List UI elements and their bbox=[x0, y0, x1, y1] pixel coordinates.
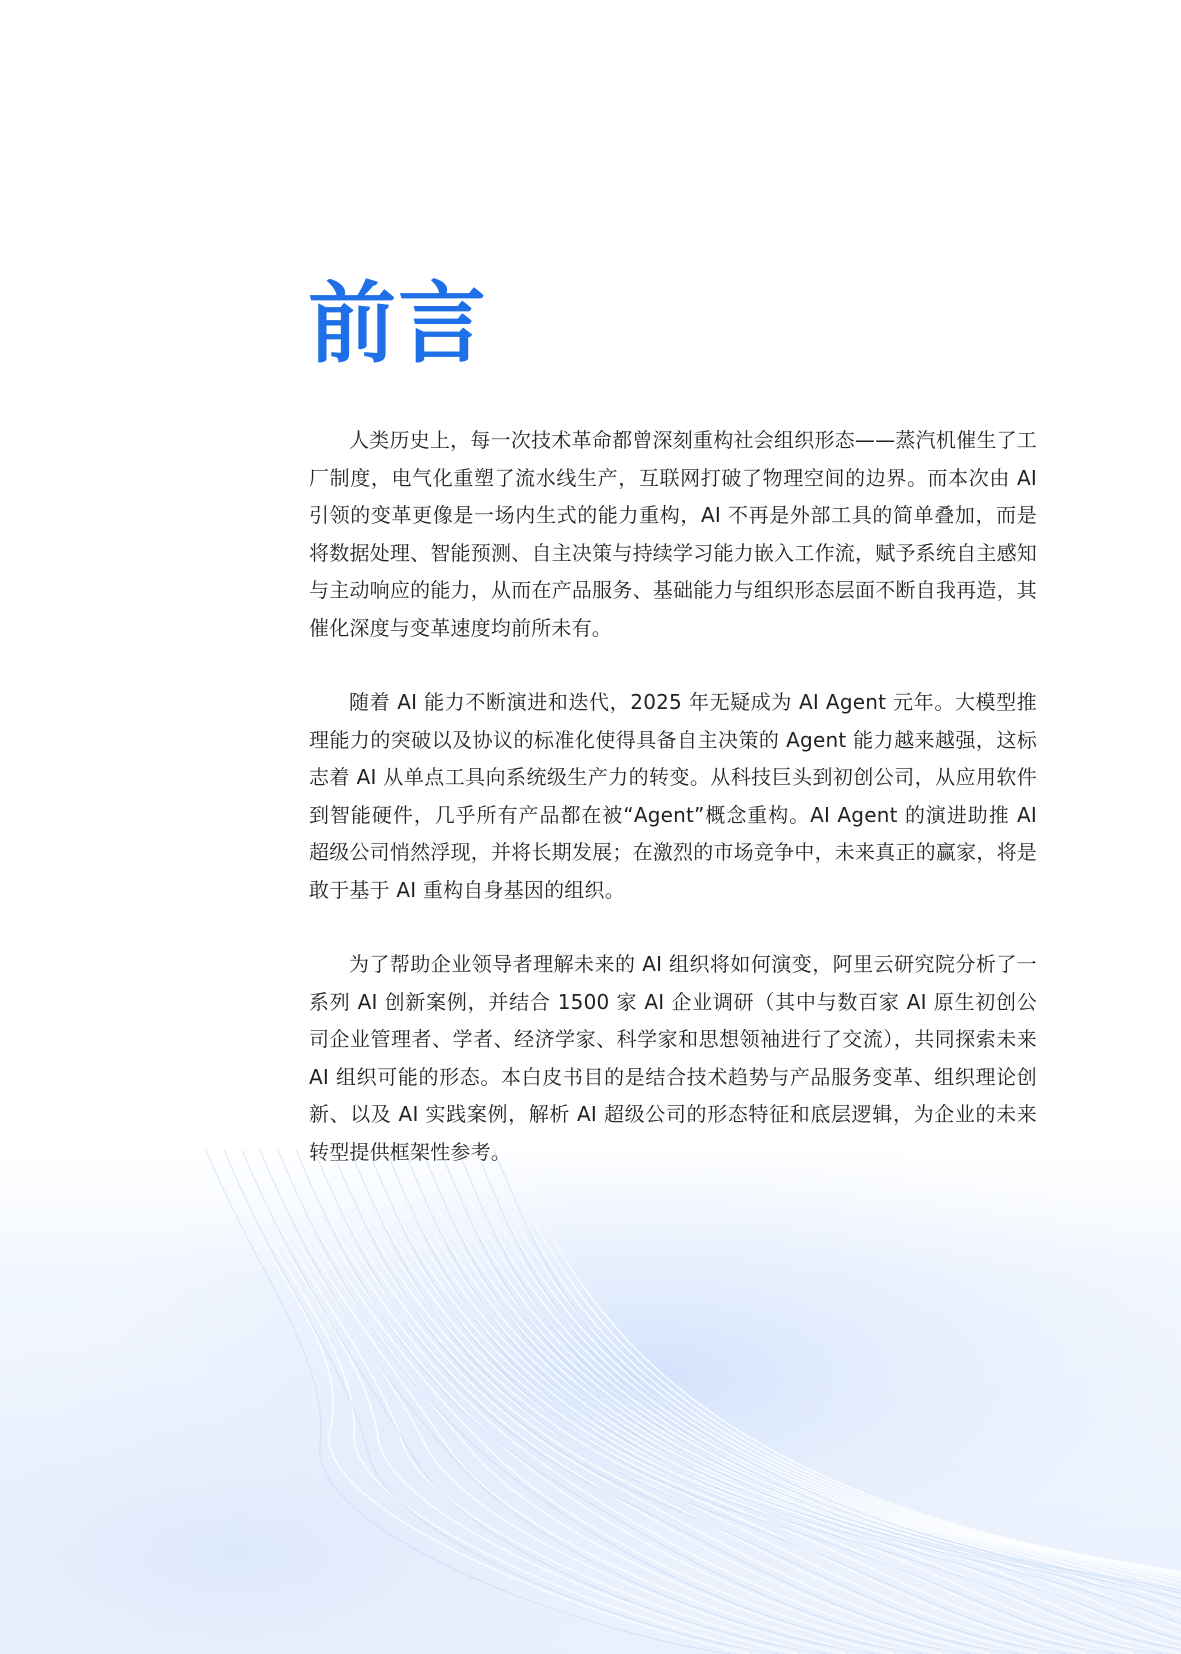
paragraph-2: 随着 AI 能力不断演进和迭代，2025 年无疑成为 AI Agent 元年。大模型推理能力的突破以及协议的标准化使得具备自主决策的 Agent 能力越来越强，这标志着 AI 从单点工具向系统级生产力的转变。从科技巨头到初创公司，从应用软件到智能硬件，几乎所有产品都在被“Agent”概念重构。AI Agent 的演进助推 AI 超级公司悄然浮现，并将长期发展；在激烈的市场竞争中，未来真正的赢家，将是敢于基于 AI 重构自身基因的组织。 bbox=[309, 690, 1037, 902]
paragraph-1: 人类历史上，每一次技术革命都曾深刻重构社会组织形态——蒸汽机催生了工厂制度，电气化重塑了流水线生产，互联网打破了物理空间的边界。而本次由 AI 引领的变革更像是一场内生式的能力重构，AI 不再是外部工具的简单叠加，而是将数据处理、智能预测、自主决策与持续学习能力嵌入工作流，赋予系统自主感知与主动响应的能力，从而在产品服务、基础能力与组织形态层面不断自我再造，其催化深度与变革速度均前所未有。 bbox=[309, 428, 1037, 640]
page-title: 前言 bbox=[308, 272, 489, 375]
background-light-lines-illustration bbox=[0, 1150, 1181, 1654]
preface-body bbox=[309, 422, 1037, 1208]
paragraph-3: 为了帮助企业领导者理解未来的 AI 组织将如何演变，阿里云研究院分析了一系列 AI 创新案例，并结合 1500 家 AI 企业调研（其中与数百家 AI 原生初创公司企业管理者、学者、经济学家、科学家和思想领袖进行了交流），共同探索未来 AI 组织可能的形态。本白皮书目的是结合技术趋势与产品服务变革、组织理论创新、以及 AI 实践案例，解析 AI 超级公司的形态特征和底层逻辑，为企业的未来转型提供框架性参考。 bbox=[309, 952, 1037, 1164]
